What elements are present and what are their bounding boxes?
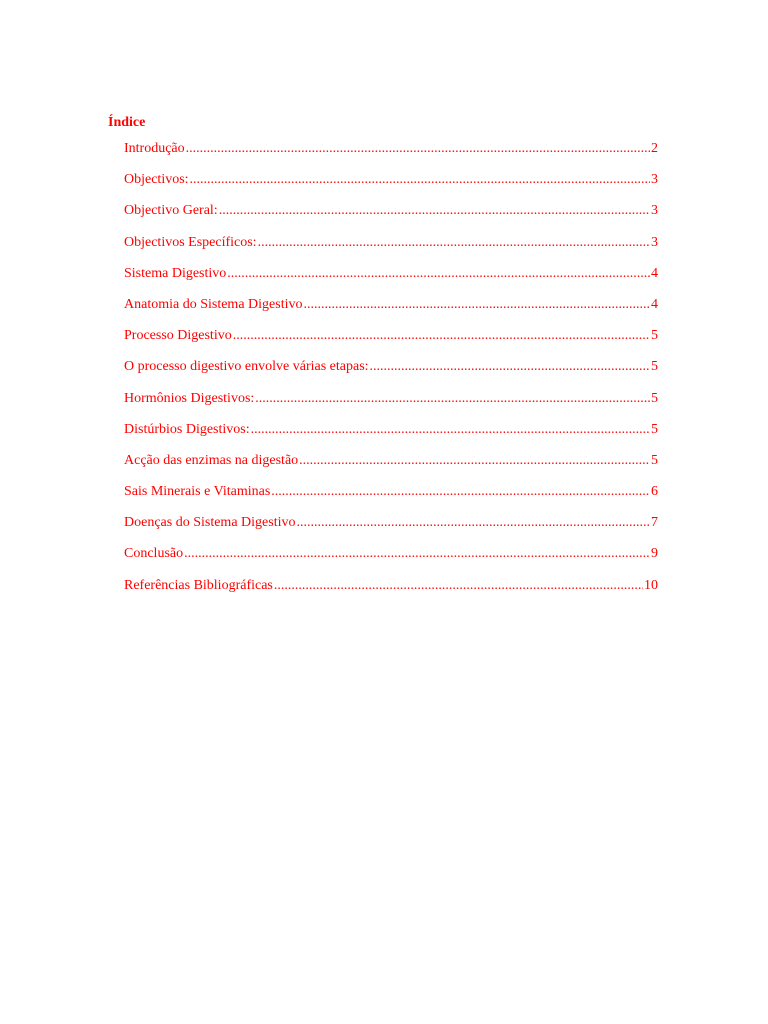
toc-dot-leader xyxy=(274,577,643,595)
toc-entry-page-number: 3 xyxy=(651,234,658,250)
toc-entry-title: O processo digestivo envolve várias etapas: xyxy=(124,359,369,375)
toc-entry-page-number: 10 xyxy=(644,577,658,593)
toc-entry-title: Introdução xyxy=(124,141,185,156)
toc-entry-page-number: 7 xyxy=(651,515,658,531)
toc-dot-leader xyxy=(370,358,650,376)
toc-dot-leader xyxy=(227,265,650,283)
toc-entry[interactable] xyxy=(124,514,658,545)
toc-entry-title: Distúrbios Digestivos: xyxy=(124,421,250,437)
toc-entry-title: Processo Digestivo xyxy=(124,328,232,344)
toc-entry-title: Anatomia do Sistema Digestivo xyxy=(124,296,303,312)
toc-entry[interactable] xyxy=(124,171,658,202)
toc-dot-leader xyxy=(190,171,650,189)
toc-dot-leader xyxy=(184,545,650,563)
toc-heading: Índice xyxy=(108,115,146,130)
toc-entry-page-number: 4 xyxy=(651,265,658,281)
toc-entry[interactable] xyxy=(124,452,658,483)
toc-entry[interactable] xyxy=(124,421,658,452)
toc-entry-page-number: 2 xyxy=(651,141,658,156)
toc-dot-leader xyxy=(299,452,650,470)
toc-dot-leader xyxy=(219,202,650,220)
toc-dot-leader xyxy=(296,514,650,532)
toc-entry[interactable] xyxy=(124,358,658,389)
toc-entry[interactable] xyxy=(124,202,658,233)
toc-entry-title: Sais Minerais e Vitaminas xyxy=(124,484,271,500)
toc-entry[interactable] xyxy=(124,296,658,327)
toc-entry-page-number: 9 xyxy=(651,546,658,562)
toc-dot-leader xyxy=(255,390,650,408)
toc-dot-leader xyxy=(258,234,650,252)
toc-entry-page-number: 4 xyxy=(651,296,658,312)
toc-dot-leader xyxy=(271,483,650,501)
toc-entry-page-number: 5 xyxy=(651,390,658,406)
toc-entry-page-number: 5 xyxy=(651,421,658,437)
toc-entry-page-number: 5 xyxy=(651,359,658,375)
toc-entry-page-number: 6 xyxy=(651,484,658,500)
toc-entry-page-number: 5 xyxy=(651,452,658,468)
toc-entry[interactable] xyxy=(124,265,658,296)
table-of-contents xyxy=(124,140,658,608)
toc-dot-leader xyxy=(251,421,650,439)
toc-entry-title: Acção das enzimas na digestão xyxy=(124,452,299,468)
toc-dot-leader xyxy=(186,140,650,158)
toc-dot-leader xyxy=(303,296,650,314)
toc-entry-page-number: 3 xyxy=(651,203,658,219)
toc-entry[interactable] xyxy=(124,545,658,576)
toc-dot-leader xyxy=(233,327,650,345)
toc-entry-title: Conclusão xyxy=(124,546,184,562)
toc-entry-title: Objectivos Específicos: xyxy=(124,234,257,250)
toc-entry-title: Objectivo Geral: xyxy=(124,203,218,219)
toc-entry-page-number: 3 xyxy=(651,172,658,188)
toc-entry-title: Referências Bibliográficas xyxy=(124,577,273,593)
toc-entry[interactable] xyxy=(124,577,658,608)
toc-entry-page-number: 5 xyxy=(651,328,658,344)
toc-entry-title: Objectivos: xyxy=(124,172,189,188)
toc-entry-title: Doenças do Sistema Digestivo xyxy=(124,515,296,531)
toc-entry-title: Hormônios Digestivos: xyxy=(124,390,255,406)
toc-entry[interactable] xyxy=(124,327,658,358)
toc-entry-title: Sistema Digestivo xyxy=(124,265,227,281)
toc-entry[interactable] xyxy=(124,234,658,265)
toc-entry[interactable] xyxy=(124,483,658,514)
toc-entry[interactable] xyxy=(124,390,658,421)
toc-entry[interactable] xyxy=(124,140,658,171)
